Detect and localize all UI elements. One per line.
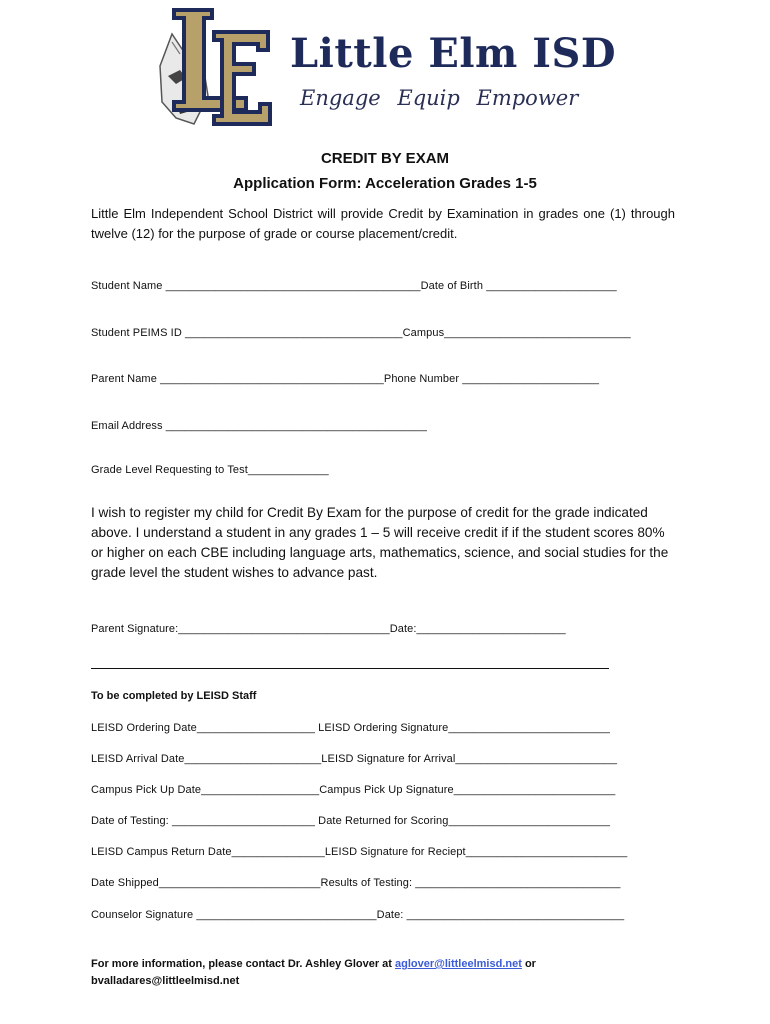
form-subtitle: Application Form: Acceleration Grades 1-5 (233, 175, 537, 192)
parent-signature-field[interactable]: Parent Signature:__________________________________Date:________________________ (91, 623, 566, 635)
staff-row-pickup[interactable]: Campus Pick Up Date___________________Campus Pick Up Signature__________________________ (91, 784, 616, 796)
staff-row-return[interactable]: LEISD Campus Return Date_______________LEISD Signature for Reciept__________________________ (91, 846, 628, 858)
brand-tagline: Engage Equip Empower (300, 86, 579, 110)
email-text-valladares: bvalladares@littleelmisd.net (91, 975, 240, 987)
staff-row-ordering[interactable]: LEISD Ordering Date___________________ LEISD Ordering Signature__________________________ (91, 722, 610, 734)
form-title: CREDIT BY EXAM (320, 150, 450, 167)
brand-name: Little Elm ISD (290, 30, 617, 77)
consent-statement: I wish to register my child for Credit By Exam for the purpose of credit for the grade indicated above. I understand a student in any grades 1 – 5 will receive credit if if the student scores 80% or higher on each CBE including language arts, mathematics, science, and social studies for the grade level the student wishes to advance past. (91, 505, 669, 580)
little-elm-logo-icon (150, 6, 280, 130)
staff-row-arrival[interactable]: LEISD Arrival Date______________________LEISD Signature for Arrival__________________________ (91, 753, 618, 765)
intro-paragraph: Little Elm Independent School District will provide Credit by Examination in grades one (1) through twelve (12) for the purpose of grade or course placement/credit. (91, 206, 675, 241)
footer-connector: or (521, 958, 536, 970)
grade-level-field[interactable]: Grade Level Requesting to Test_____________ (91, 464, 329, 476)
staff-row-shipped[interactable]: Date Shipped__________________________Results of Testing: _________________________________ (91, 877, 621, 889)
footer-prefix: For more information, please contact Dr. Ashley Glover at (91, 958, 396, 970)
parent-name-field[interactable]: Parent Name ____________________________________Phone Number ______________________ (91, 373, 600, 385)
email-link-glover[interactable]: aglover@littleelmisd.net (395, 958, 522, 970)
staff-row-counselor[interactable]: Counselor Signature _____________________________Date: ___________________________________ (91, 909, 625, 921)
peims-id-field[interactable]: Student PEIMS ID ___________________________________Campus______________________________ (91, 327, 631, 339)
staff-section-heading: To be completed by LEISD Staff (91, 690, 257, 702)
email-field[interactable]: Email Address __________________________________________ (91, 420, 427, 432)
divider-line (91, 668, 609, 669)
contact-footer (91, 956, 651, 990)
staff-row-testing[interactable]: Date of Testing: _______________________ Date Returned for Scoring__________________________ (91, 815, 611, 827)
student-name-field[interactable]: Student Name _________________________________________Date of Birth _____________________ (91, 280, 617, 292)
